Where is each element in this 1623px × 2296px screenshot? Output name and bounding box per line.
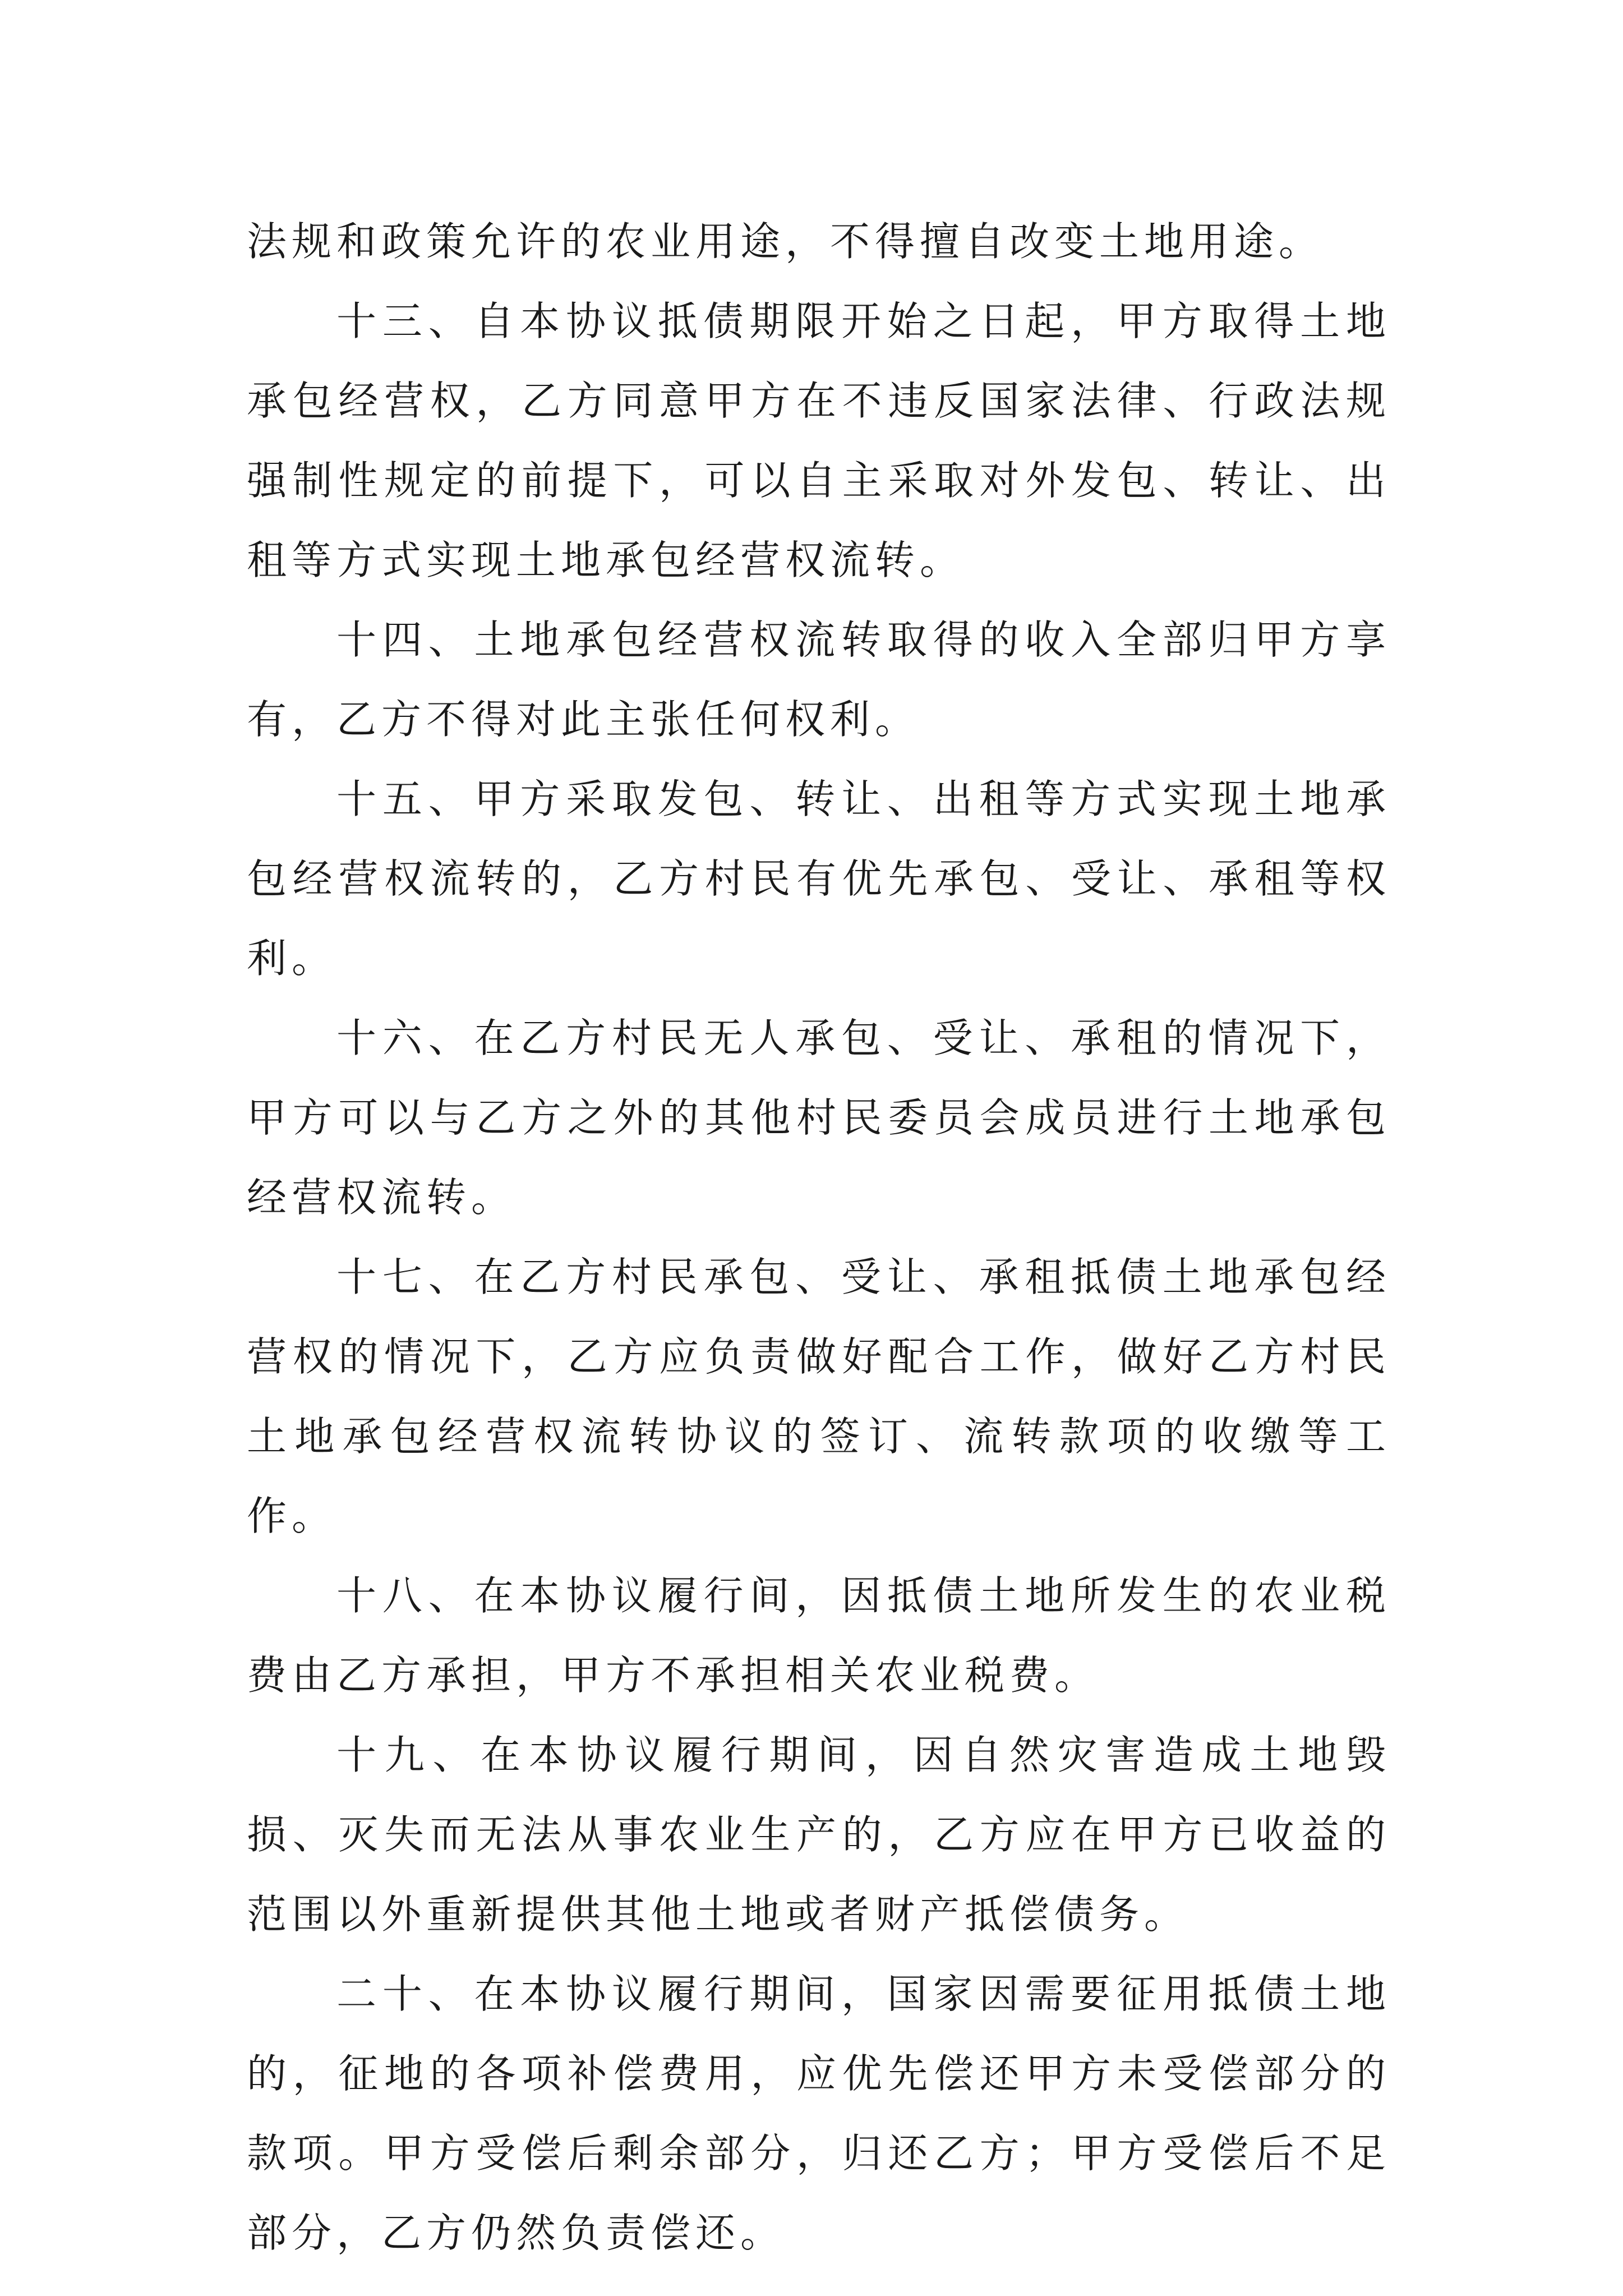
clause-15: 十五、甲方采取发包、转让、出租等方式实现土地承包经营权流转的，乙方村民有优先承包、受让、承租等权利。 (247, 776, 1391, 982)
clause-17: 十七、在乙方村民承包、受让、承租抵债土地承包经营权的情况下，乙方应负责做好配合工作，做好乙方村民土地承包经营权流转协议的签订、流转款项的收缴等工作。 (247, 1254, 1391, 1539)
clause-14: 十四、土地承包经营权流转取得的收入全部归甲方享有，乙方不得对此主张任何权利。 (247, 616, 1391, 743)
paragraph-continued: 法规和政策允许的农业用途，不得擅自改变土地用途。 (247, 218, 1324, 265)
document-body (247, 202, 1391, 2273)
clause-16: 十六、在乙方村民无人承包、受让、承租的情况下，甲方可以与乙方之外的其他村民委员会成员进行土地承包经营权流转。 (247, 1015, 1391, 1221)
clause-18: 十八、在本协议履行间，因抵债土地所发生的农业税费由乙方承担，甲方不承担相关农业税费。 (247, 1572, 1391, 1699)
clause-20: 二十、在本协议履行期间，国家因需要征用抵债土地的，征地的各项补偿费用，应优先偿还甲方未受偿部分的款项。甲方受偿后剩余部分，归还乙方；甲方受偿后不足部分，乙方仍然负责偿还。 (247, 1971, 1391, 2256)
clause-13: 十三、自本协议抵债期限开始之日起，甲方取得土地承包经营权，乙方同意甲方在不违反国家法律、行政法规强制性规定的前提下，可以自主采取对外发包、转让、出租等方式实现土地承包经营权流转。 (247, 298, 1391, 583)
clause-19: 十九、在本协议履行期间，因自然灾害造成土地毁损、灭失而无法从事农业生产的，乙方应在甲方已收益的范围以外重新提供其他土地或者财产抵偿债务。 (247, 1732, 1391, 1938)
